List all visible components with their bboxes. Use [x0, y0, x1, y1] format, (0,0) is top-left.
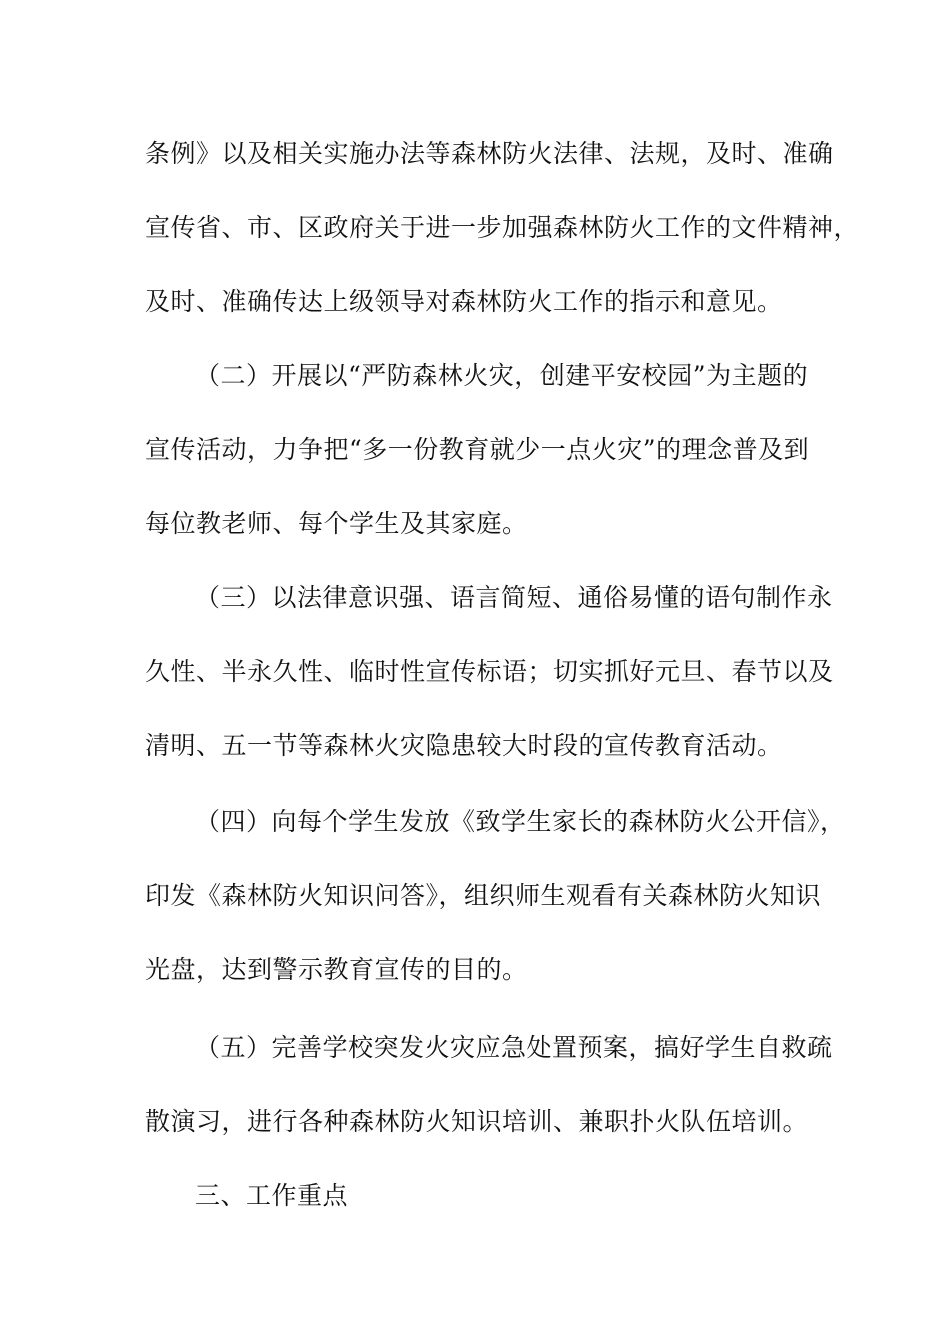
paragraph-line: （五）完善学校突发火灾应急处置预案，搞好学生自救疏: [195, 1033, 833, 1062]
paragraph-line: 条例》以及相关实施办法等森林防火法律、法规，及时、准确: [145, 139, 834, 168]
paragraph-line: 光盘，达到警示教育宣传的目的。: [145, 955, 528, 984]
paragraph-line: 散演习，进行各种森林防火知识培训、兼职扑火队伍培训。: [145, 1107, 809, 1136]
paragraph-line: （三）以法律意识强、语言简短、通俗易懂的语句制作永: [195, 583, 833, 612]
paragraph-line: 印发《森林防火知识问答》，组织师生观看有关森林防火知识: [145, 881, 822, 910]
paragraph-line: 清明、五一节等森林火灾隐患较大时段的宣传教育活动。: [145, 731, 783, 760]
paragraph-line: 宣传省、市、区政府关于进一步加强森林防火工作的文件精神，: [145, 213, 860, 242]
paragraph-line: 宣传活动，力争把“多一份教育就少一点火灾”的理念普及到: [145, 435, 810, 464]
paragraph-line: （二）开展以“严防森林火灾，创建平安校园”为主题的: [195, 361, 809, 390]
paragraph-line: 久性、半永久性、临时性宣传标语；切实抓好元旦、春节以及: [145, 657, 834, 686]
paragraph-line: 及时、准确传达上级领导对森林防火工作的指示和意见。: [145, 287, 783, 316]
paragraph-line: （四）向每个学生发放《致学生家长的森林防火公开信》，: [195, 807, 846, 836]
paragraph-line: 每位教老师、每个学生及其家庭。: [145, 509, 528, 538]
section-heading: 三、工作重点: [195, 1181, 349, 1210]
